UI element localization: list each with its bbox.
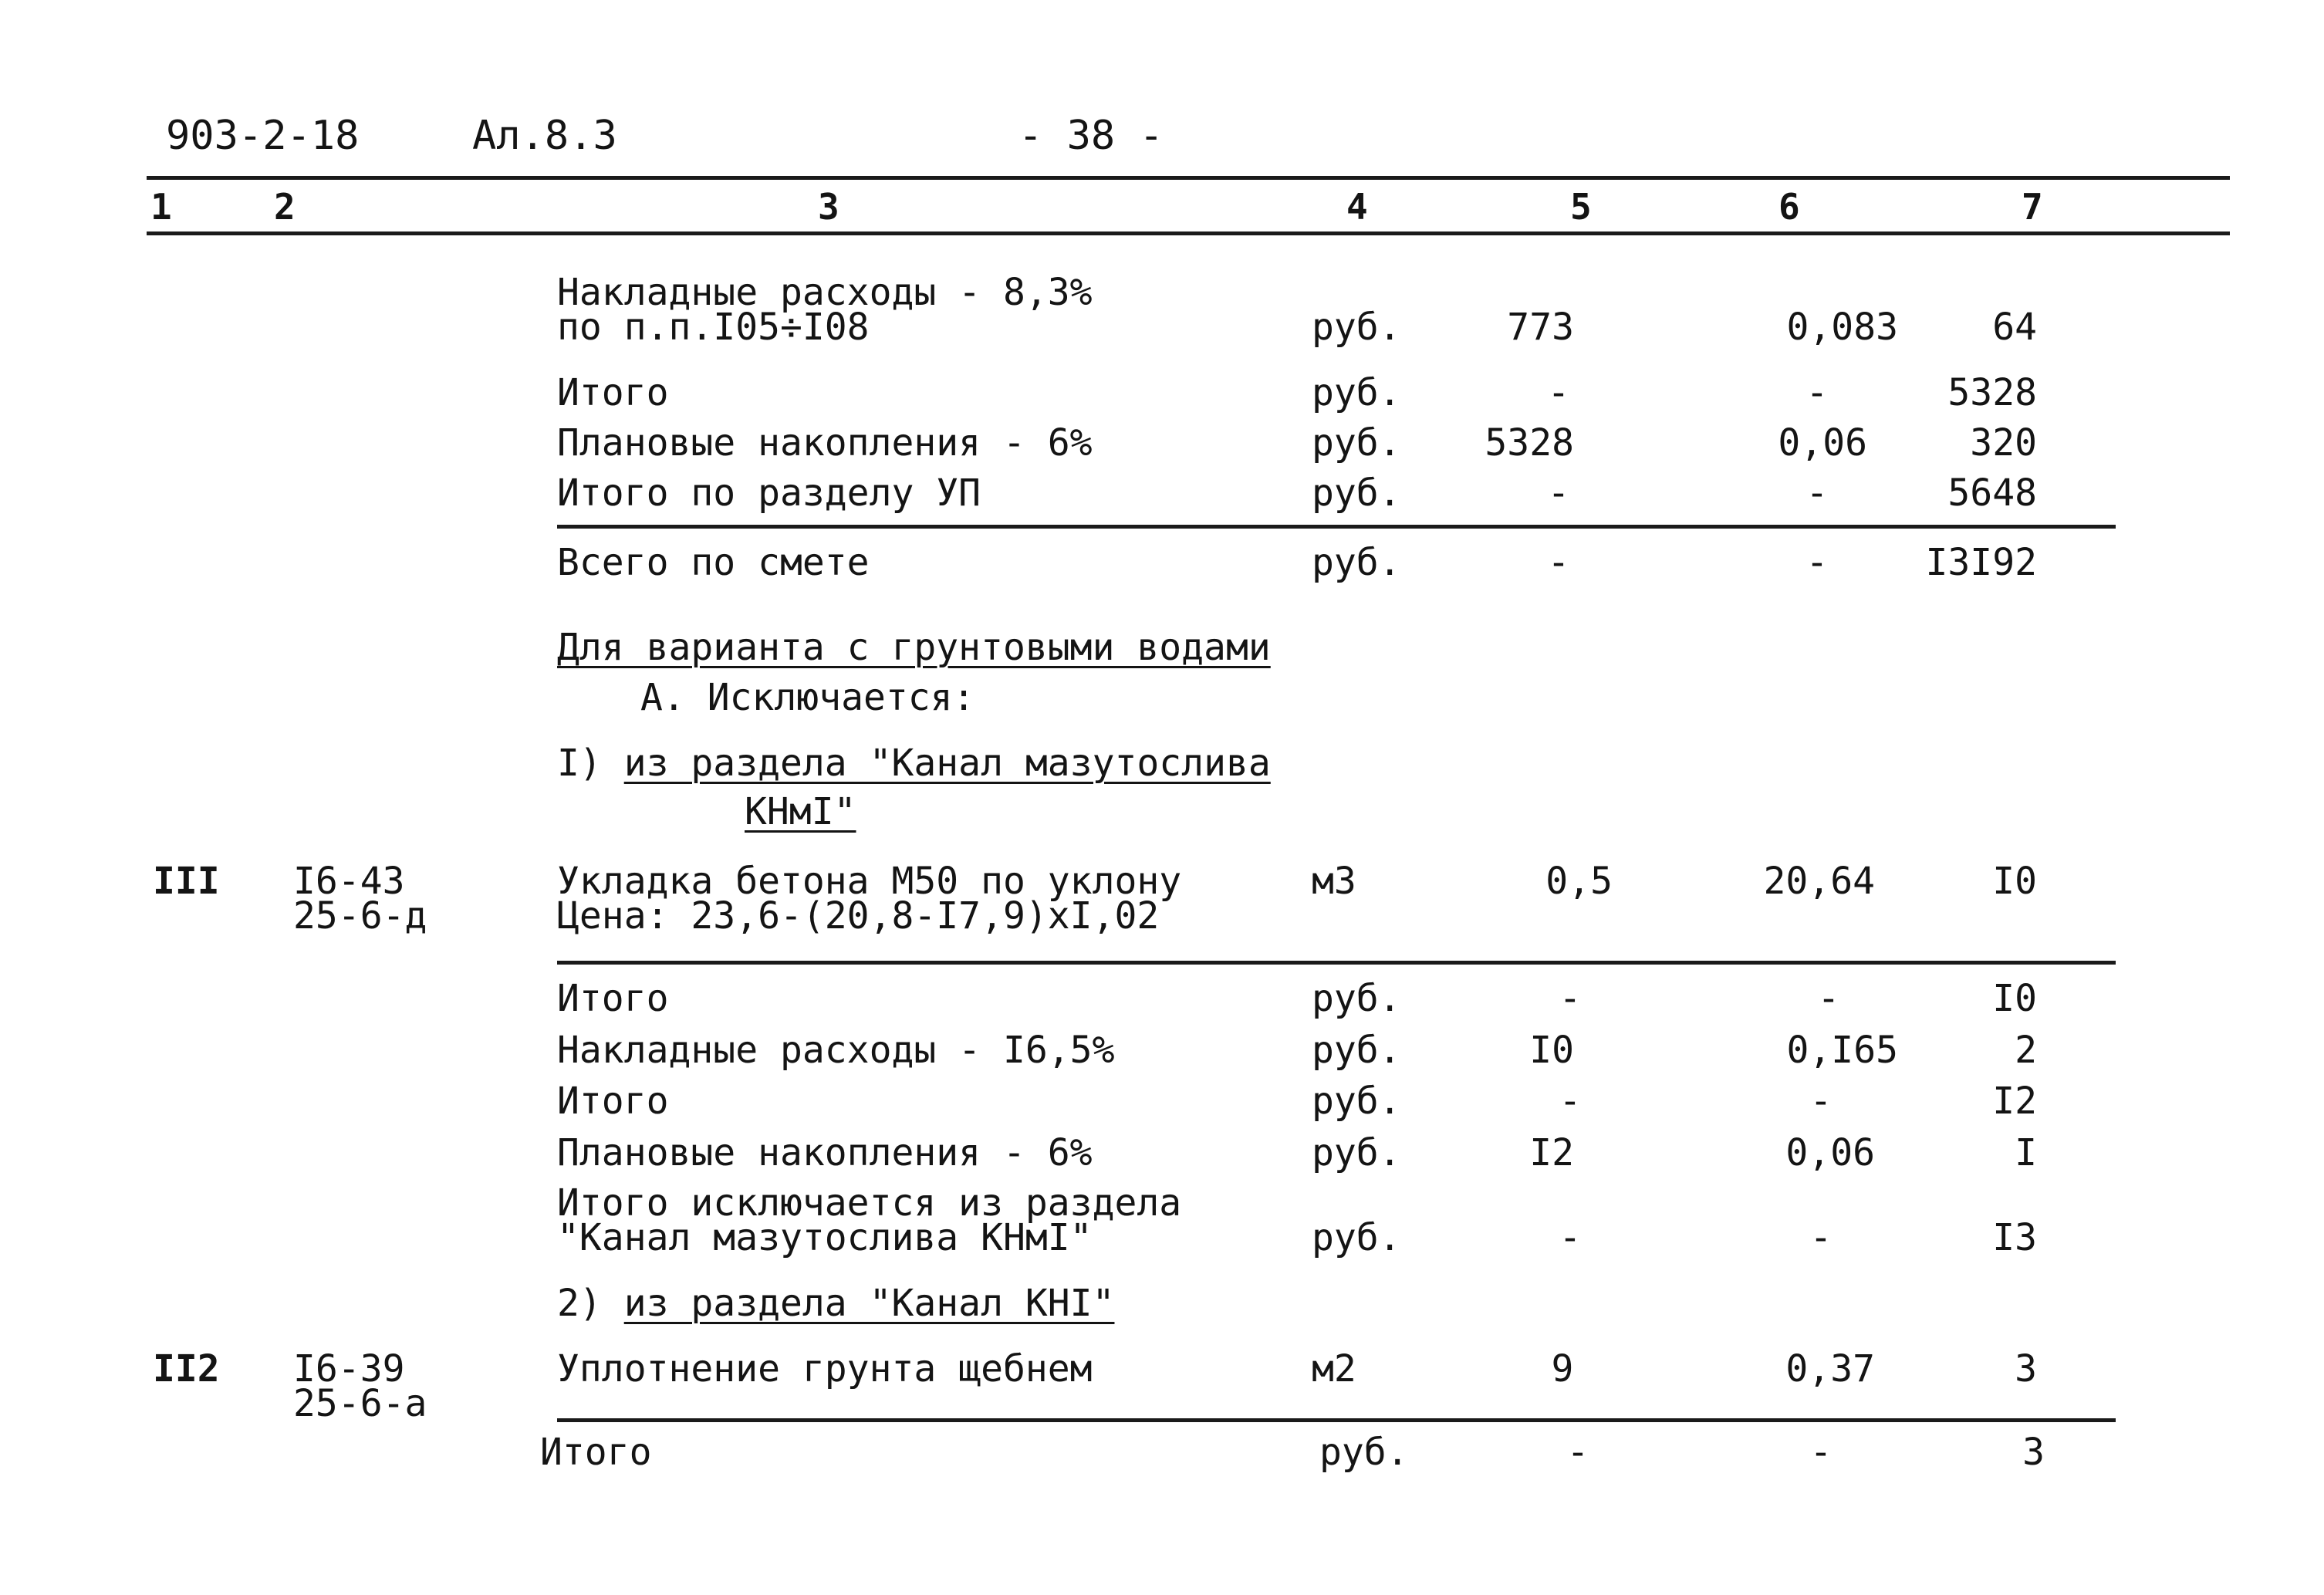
variant-heading: Для варианта с грунтовыми водами bbox=[557, 626, 1271, 669]
from-section-1-text: I) из раздела "Канал мазутослива bbox=[557, 742, 1271, 785]
row-overhead-unit: руб. bbox=[1312, 306, 1401, 349]
row-planned-amount: 320 bbox=[1970, 421, 2037, 465]
row-section-total-rate: - bbox=[1805, 471, 1829, 515]
column-header-top-rule bbox=[147, 176, 2230, 180]
row-planned2-qty: I2 bbox=[1529, 1131, 1574, 1174]
row-total4-rate: - bbox=[1809, 1431, 1833, 1474]
column-number-2: 2 bbox=[274, 186, 296, 228]
row-planned-unit: руб. bbox=[1312, 421, 1401, 465]
column-number-5: 5 bbox=[1570, 186, 1592, 228]
row-total4-unit: руб. bbox=[1319, 1431, 1409, 1474]
row-overhead-qty: 773 bbox=[1507, 306, 1574, 349]
item-112-rule bbox=[557, 1418, 2116, 1422]
row-total1-desc: Итого bbox=[557, 371, 669, 414]
row-section-total-desc: Итого по разделу УП bbox=[557, 471, 981, 515]
row-grand-total-unit: руб. bbox=[1312, 541, 1401, 584]
row-excluded-total-amount: I3 bbox=[1992, 1216, 2037, 1259]
row-total3-rate: - bbox=[1809, 1080, 1833, 1123]
row-total1-rate: - bbox=[1805, 371, 1829, 414]
row-total3-desc: Итого bbox=[557, 1080, 669, 1123]
item-112-amount: 3 bbox=[2015, 1347, 2037, 1391]
column-number-7: 7 bbox=[2022, 186, 2043, 228]
row-excluded-total-desc-1: Итого исключается из раздела bbox=[557, 1181, 1182, 1225]
item-111-qty: 0,5 bbox=[1545, 860, 1613, 903]
row-overhead-desc-2: по п.п.I05÷I08 bbox=[557, 306, 870, 349]
row-total2-rate: - bbox=[1817, 977, 1840, 1020]
row-planned-qty: 5328 bbox=[1485, 421, 1574, 465]
row-overhead2-desc: Накладные расходы - I6,5% bbox=[557, 1029, 1115, 1072]
row-excluded-total-qty: - bbox=[1559, 1216, 1582, 1259]
item-112-unit: м2 bbox=[1312, 1347, 1356, 1391]
row-overhead2-amount: 2 bbox=[2015, 1029, 2037, 1072]
item-111-desc-1: Укладка бетона М50 по уклону bbox=[557, 860, 1182, 903]
item-112-code-2: 25-6-а bbox=[293, 1382, 427, 1425]
row-section-total-amount: 5648 bbox=[1947, 471, 2037, 515]
row-overhead2-rate: 0,I65 bbox=[1786, 1029, 1898, 1072]
column-number-6: 6 bbox=[1778, 186, 1800, 228]
section-total-rule bbox=[557, 525, 2116, 529]
row-total1-amount: 5328 bbox=[1947, 371, 2037, 414]
item-111-code-1: I6-43 bbox=[293, 860, 405, 903]
item-111-rate: 20,64 bbox=[1763, 860, 1875, 903]
column-number-3: 3 bbox=[818, 186, 839, 228]
row-planned2-unit: руб. bbox=[1312, 1131, 1401, 1174]
from-section-1-line2: КНмI" bbox=[745, 790, 856, 833]
item-111-code-2: 25-6-д bbox=[293, 894, 427, 938]
album-ref: Ал.8.3 bbox=[472, 113, 617, 159]
row-planned2-rate: 0,06 bbox=[1785, 1131, 1875, 1174]
row-excluded-total-unit: руб. bbox=[1312, 1216, 1401, 1259]
row-grand-total-qty: - bbox=[1547, 541, 1570, 584]
row-total3-amount: I2 bbox=[1992, 1080, 2037, 1123]
from-section-2: 2) из раздела "Канал КНI" bbox=[557, 1282, 1115, 1325]
row-total2-amount: I0 bbox=[1992, 977, 2037, 1020]
doc-code: 903-2-18 bbox=[166, 113, 360, 159]
row-overhead-desc-1: Накладные расходы - 8,3% bbox=[557, 271, 1093, 314]
row-overhead2-unit: руб. bbox=[1312, 1029, 1401, 1072]
row-total2-desc: Итого bbox=[557, 977, 669, 1020]
row-grand-total-amount: I3I92 bbox=[1925, 541, 2037, 584]
item-111-number: III bbox=[153, 860, 220, 903]
row-section-total-unit: руб. bbox=[1312, 471, 1401, 515]
row-total1-qty: - bbox=[1547, 371, 1570, 414]
row-grand-total-rate: - bbox=[1805, 541, 1829, 584]
row-grand-total-desc: Всего по смете bbox=[557, 541, 870, 584]
row-total2-qty: - bbox=[1559, 977, 1582, 1020]
row-total3-qty: - bbox=[1559, 1080, 1582, 1123]
row-planned-desc: Плановые накопления - 6% bbox=[557, 421, 1093, 465]
row-overhead2-qty: I0 bbox=[1529, 1029, 1574, 1072]
column-header-bottom-rule bbox=[147, 231, 2230, 235]
row-overhead-rate: 0,083 bbox=[1786, 306, 1898, 349]
row-section-total-qty: - bbox=[1547, 471, 1570, 515]
item-112-rate: 0,37 bbox=[1785, 1347, 1875, 1391]
row-planned2-amount: I bbox=[2015, 1131, 2037, 1174]
row-total4-qty: - bbox=[1566, 1431, 1589, 1474]
row-excluded-total-rate: - bbox=[1809, 1216, 1833, 1259]
row-excluded-total-desc-2: "Канал мазутослива КНмI" bbox=[557, 1216, 1093, 1259]
row-planned-rate: 0,06 bbox=[1778, 421, 1867, 465]
column-number-1: 1 bbox=[150, 186, 172, 228]
item-112-code-1: I6-39 bbox=[293, 1347, 405, 1391]
row-total4-desc: Итого bbox=[540, 1431, 652, 1474]
item-111-rule bbox=[557, 961, 2116, 965]
row-total1-unit: руб. bbox=[1312, 371, 1401, 414]
from-section-1-line1 bbox=[557, 742, 1271, 785]
item-112-desc: Уплотнение грунта щебнем bbox=[557, 1347, 1093, 1391]
item-112-number: II2 bbox=[153, 1347, 220, 1391]
item-112-qty: 9 bbox=[1551, 1347, 1574, 1391]
row-total2-unit: руб. bbox=[1312, 977, 1401, 1020]
excluded-heading: А. Исключается: bbox=[640, 676, 975, 719]
row-planned2-desc: Плановые накопления - 6% bbox=[557, 1131, 1093, 1174]
page-number: - 38 - bbox=[1018, 113, 1164, 159]
row-total3-unit: руб. bbox=[1312, 1080, 1401, 1123]
row-overhead-amount: 64 bbox=[1992, 306, 2037, 349]
item-111-desc-2: Цена: 23,6-(20,8-I7,9)хI,02 bbox=[557, 894, 1160, 938]
row-total4-amount: 3 bbox=[2022, 1431, 2045, 1474]
column-number-4: 4 bbox=[1346, 186, 1368, 228]
item-111-amount: I0 bbox=[1992, 860, 2037, 903]
item-111-unit: м3 bbox=[1312, 860, 1356, 903]
